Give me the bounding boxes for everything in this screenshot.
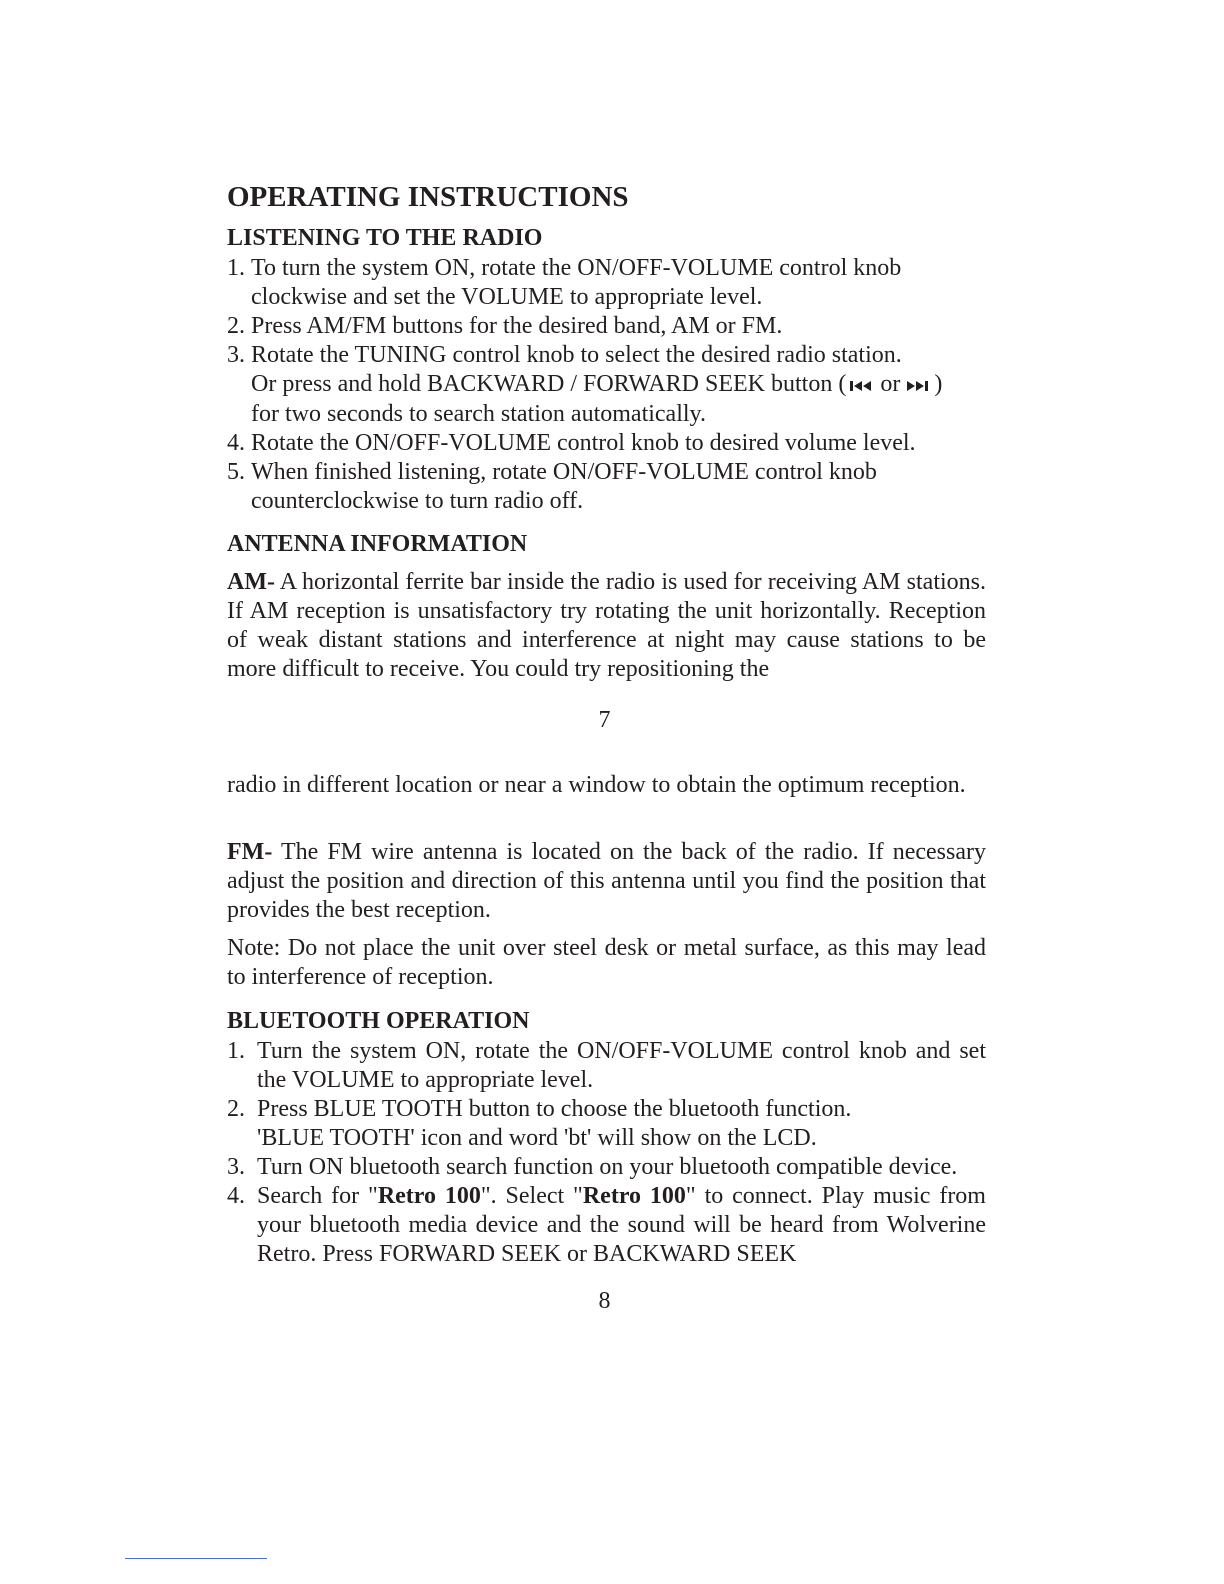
list-line-end: ) [934,371,943,397]
list-item [227,458,986,516]
list-line: clockwise and set the VOLUME to appropriate level. [251,284,763,310]
section-heading-bluetooth: BLUETOOTH OPERATION [227,1008,530,1034]
list-item [227,254,986,312]
list-item [227,1037,986,1095]
list-number: 4. [227,1183,245,1209]
am-text: A horizontal ferrite bar inside the radio is used for receiving AM stations. If AM reception is unsatisfactory try rotating the unit horizontally. Reception of weak distant stations and interference at night may cause stations to be more difficult to receive. You could try repositioning the [227,569,986,682]
skip-back-icon [850,371,876,400]
fm-text: The FM wire antenna is located on the back of the radio. If necessary adjust the position and direction of this antenna until you find the position that provides the best reception. [227,839,986,923]
list-line: To turn the system ON, rotate the ON/OFF-VOLUME control knob [251,255,902,281]
device-name: Retro 100 [377,1183,481,1209]
note-paragraph-block [227,934,986,992]
fm-paragraph [227,838,986,925]
list-text: Turn ON bluetooth search function on your bluetooth compatible device. [257,1154,958,1180]
list-number: 5. [227,458,245,485]
page-number: 8 [598,1288,611,1314]
list-number: 2. [227,1096,245,1122]
list-line: Rotate the TUNING control knob to select the desired radio station. [251,342,902,368]
footer-rule [125,1558,267,1559]
am-paragraph [227,568,986,684]
list-line: Rotate the ON/OFF-VOLUME control knob to desired volume level. [251,429,916,456]
list-text: Turn the system ON, rotate the ON/OFF-VOLUME control knob and set the VOLUME to appropriate level. [257,1038,986,1093]
list-number: 1. [227,1038,245,1064]
list-line: for two seconds to search station automatically. [251,400,706,427]
list-line: Press AM/FM buttons for the desired band, AM or FM. [251,313,783,339]
note-paragraph: Note: Do not place the unit over steel desk or metal surface, as this may lead to interference of reception. [227,935,986,990]
list-line: Or press and hold BACKWARD / FORWARD SEEK button ( [251,371,847,397]
bluetooth-instructions-list [227,1037,986,1269]
section-heading-antenna: ANTENNA INFORMATION [227,531,528,557]
list-text: Search for "Retro 100". Select "Retro 100" to connect. Play music from your bluetooth media device and the sound will be heard from Wolverine Retro. Press FORWARD SEEK or BACKWARD SEEK [257,1183,986,1267]
fm-label: FM- [227,839,273,865]
list-item [227,1095,986,1153]
list-line: When finished listening, rotate ON/OFF-VOLUME control knob [251,458,877,485]
bluetooth-section [227,1008,986,1035]
page-number: 7 [598,707,611,733]
page-title: OPERATING INSTRUCTIONS [227,181,629,213]
list-number: 1. [227,255,245,281]
section-heading-radio: LISTENING TO THE RADIO [227,225,543,251]
list-line: Press BLUE TOOTH button to choose the bluetooth function. [257,1096,852,1122]
list-line: counterclockwise to turn radio off. [251,487,584,514]
continued-paragraph: radio in different location or near a window to obtain the optimum reception. [227,772,966,798]
list-item [227,1153,986,1182]
continued-paragraph-block [227,771,986,800]
device-name: Retro 100 [582,1183,686,1209]
antenna-section [227,531,986,558]
list-item [227,312,986,341]
list-number: 3. [227,1154,245,1180]
list-line: 'BLUE TOOTH' icon and word 'bt' will show on the LCD. [257,1125,817,1151]
skip-forward-icon [904,371,930,400]
am-paragraph-block [227,568,986,684]
list-item [227,341,986,429]
or-text: or [880,371,901,397]
list-item [227,1182,986,1269]
list-number: 3. [227,342,245,368]
am-label: AM- [227,569,275,595]
radio-section [227,225,986,252]
radio-instructions-list [227,254,986,516]
fm-paragraph-block [227,838,986,925]
list-item [227,429,986,458]
list-number: 2. [227,313,245,339]
list-number: 4. [227,429,245,456]
